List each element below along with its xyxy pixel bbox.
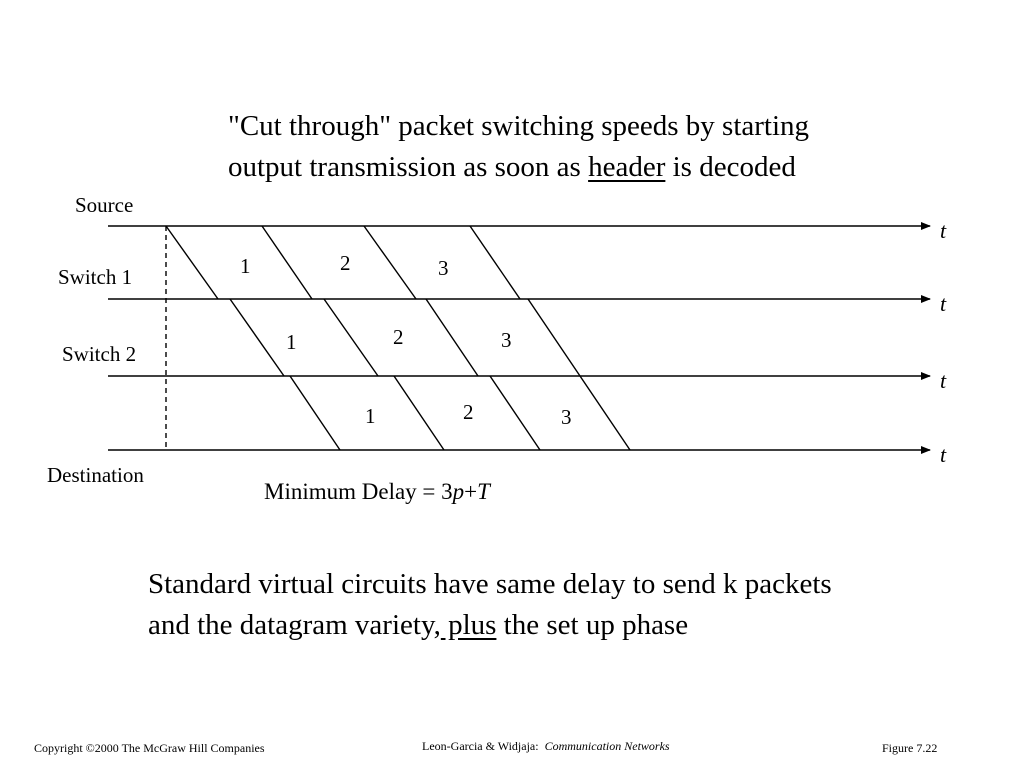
heading-underlined-word: header (588, 151, 666, 183)
footer-book-title: Communication Networks (544, 739, 670, 753)
switch2-label: Switch 2 (62, 342, 137, 366)
hop1-packet-1-label: 1 (240, 254, 251, 278)
hop3-boundary-line (290, 376, 340, 450)
hop1-boundary-line (262, 226, 312, 299)
hop2-packet-3-label: 3 (501, 328, 512, 352)
hop1-boundary-line (364, 226, 416, 299)
hop1-packet-2-label: 2 (340, 251, 351, 275)
hop2-boundary-line (324, 299, 378, 376)
delay-prefix: Minimum Delay = 3 (264, 479, 453, 504)
footer-copyright: Copyright ©2000 The McGraw Hill Companies (34, 741, 265, 755)
hop3-packet-2-label: 2 (463, 400, 474, 424)
source-label: Source (75, 193, 134, 217)
hop2-boundary-line (528, 299, 580, 376)
hop2-boundary-line (230, 299, 284, 376)
hop1-packet-3-label: 3 (438, 256, 449, 280)
virtual-circuit-note (148, 564, 868, 646)
footer-authors: Leon-Garcia & Widjaja: (422, 739, 539, 753)
minimum-delay-label (264, 479, 490, 505)
note-pre: Standard virtual circuits have same delay to send k packets and the datagram variety, (148, 568, 832, 641)
destination-label: Destination (47, 463, 144, 487)
switch1-label: Switch 1 (58, 265, 133, 289)
hop1-boundary-line (166, 226, 218, 299)
switch1-time-label: t (940, 291, 947, 316)
heading-line-1: "Cut through" packet switching speeds by starting (228, 110, 810, 142)
hop3-boundary-line (490, 376, 540, 450)
heading-line-2-pre: output transmission as soon as (228, 151, 589, 183)
note-underlined-word: plus (440, 609, 497, 641)
heading-line-2-post: is decoded (665, 151, 796, 183)
footer-figure-number: Figure 7.22 (882, 741, 938, 755)
delay-p: p (452, 479, 465, 504)
hop1-boundary-line (470, 226, 520, 299)
hop2-packet-1-label: 1 (286, 330, 297, 354)
note-post: the set up phase (496, 609, 689, 641)
delay-T: T (477, 479, 490, 504)
hop3-boundary-line (394, 376, 444, 450)
hop3-boundary-line (580, 376, 630, 450)
hop2-boundary-line (426, 299, 478, 376)
hop3-packet-3-label: 3 (561, 405, 572, 429)
delay-plus: + (464, 479, 478, 504)
switch2-time-label: t (940, 368, 947, 393)
hop3-packet-1-label: 1 (365, 404, 376, 428)
footer-citation (422, 739, 670, 753)
destination-time-label: t (940, 442, 947, 467)
hop2-packet-2-label: 2 (393, 325, 404, 349)
source-time-label: t (940, 218, 947, 243)
